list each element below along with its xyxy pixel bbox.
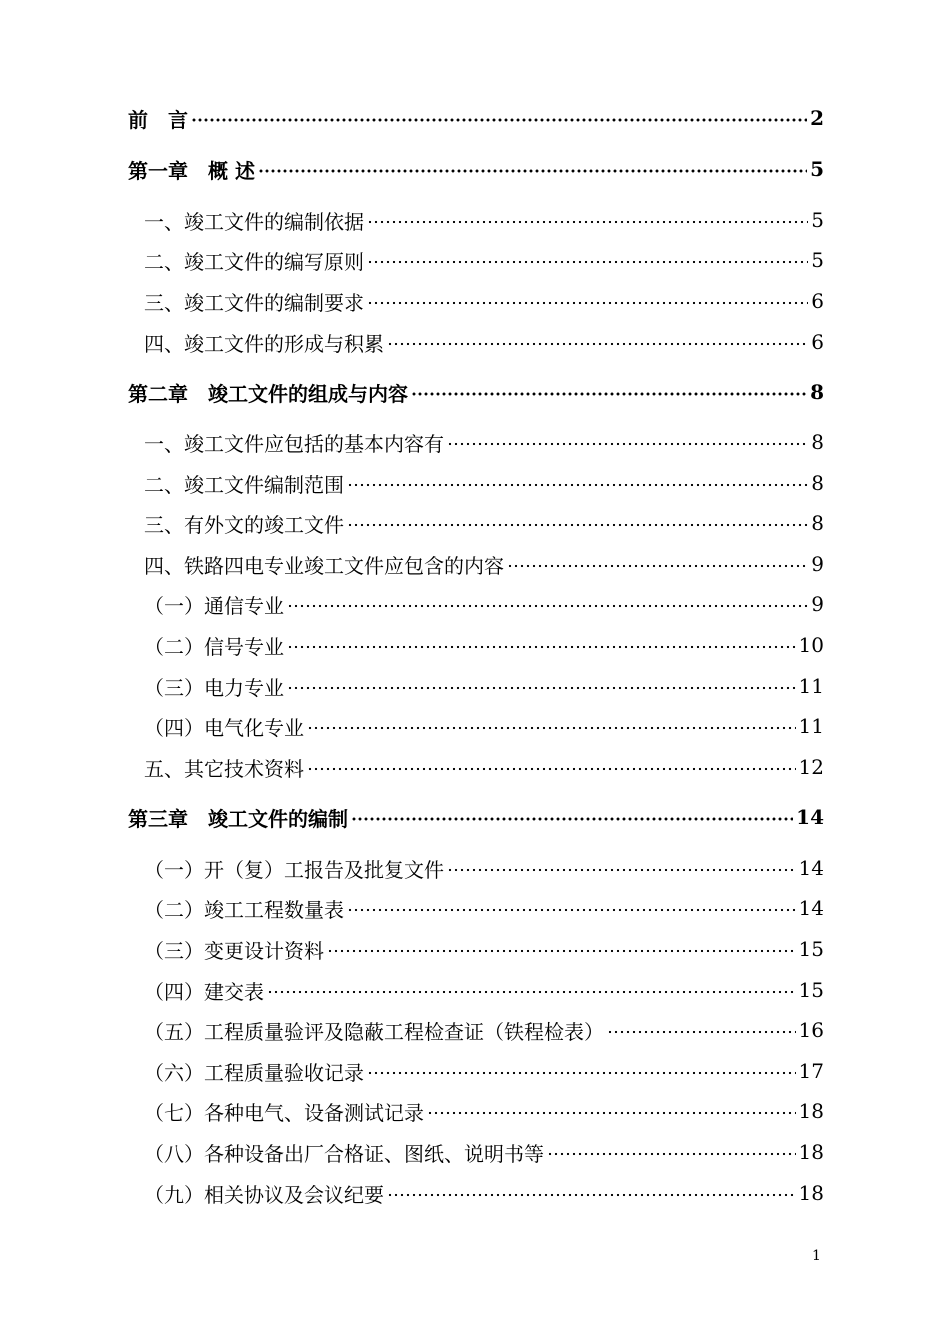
toc-entry-page: 15 (798, 978, 824, 1002)
toc-entry-page: 8 (811, 511, 824, 535)
toc-dot-leader (347, 473, 808, 493)
toc-entry[interactable] (144, 752, 824, 782)
toc-entry-page: 18 (798, 1099, 824, 1123)
toc-entry-title: 第一章 概 述 (128, 158, 255, 183)
toc-entry[interactable] (128, 103, 824, 133)
toc-entry-title: （四）电气化专业 (144, 715, 304, 740)
toc-entry[interactable] (144, 549, 824, 579)
toc-entry-page: 14 (798, 896, 824, 920)
toc-dot-leader (507, 554, 808, 574)
toc-entry-title: （六）工程质量验收记录 (144, 1060, 364, 1085)
toc-entry[interactable] (144, 893, 824, 923)
toc-entry[interactable] (144, 853, 824, 883)
toc-entry[interactable] (144, 934, 824, 964)
toc-entry-page: 12 (798, 755, 824, 779)
page-number: 1 (812, 1248, 821, 1264)
toc-entry-title: （七）各种电气、设备测试记录 (144, 1100, 424, 1125)
toc-entry-title: （三）变更设计资料 (144, 938, 324, 963)
toc-entry-page: 2 (810, 106, 824, 130)
toc-entry[interactable] (128, 802, 824, 832)
toc-dot-leader (547, 1142, 796, 1162)
toc-entry[interactable] (144, 508, 824, 538)
toc-entry-page: 17 (798, 1059, 824, 1083)
toc-entry[interactable] (144, 1096, 824, 1126)
toc-dot-leader (287, 635, 796, 655)
toc-dot-leader (447, 858, 796, 878)
toc-entry-page: 15 (798, 937, 824, 961)
toc-dot-leader (607, 1020, 796, 1040)
toc-entry[interactable] (128, 377, 824, 407)
toc-dot-leader (411, 382, 807, 402)
toc-entry-title: 三、有外文的竣工文件 (144, 512, 344, 537)
toc-entry-page: 18 (798, 1140, 824, 1164)
toc-entry[interactable] (144, 245, 824, 275)
toc-dot-leader (258, 159, 807, 179)
toc-entry-page: 8 (810, 380, 824, 404)
toc-dot-leader (387, 332, 808, 352)
toc-entry-page: 6 (811, 330, 824, 354)
toc-entry-title: （九）相关协议及会议纪要 (144, 1182, 384, 1207)
toc-dot-leader (347, 513, 808, 533)
toc-entry-page: 14 (798, 856, 824, 880)
toc-dot-leader (347, 898, 796, 918)
toc-entry-title: 五、其它技术资料 (144, 756, 304, 781)
toc-entry[interactable] (144, 1137, 824, 1167)
toc-entry-page: 14 (796, 805, 824, 829)
toc-dot-leader (447, 432, 808, 452)
toc-entry-title: 一、竣工文件应包括的基本内容有 (144, 431, 444, 456)
toc-entry[interactable] (144, 286, 824, 316)
toc-entry[interactable] (144, 671, 824, 701)
toc-entry-title: 四、铁路四电专业竣工文件应包含的内容 (144, 553, 504, 578)
toc-entry-page: 9 (811, 552, 824, 576)
toc-entry[interactable] (144, 1178, 824, 1208)
toc-entry-page: 5 (811, 248, 824, 272)
toc-dot-leader (367, 1061, 796, 1081)
toc-entry-title: 第三章 竣工文件的编制 (128, 806, 348, 831)
toc-entry-page: 10 (798, 633, 824, 657)
toc-dot-leader (351, 807, 793, 827)
toc-entry-page: 5 (811, 208, 824, 232)
toc-entry-page: 9 (811, 592, 824, 616)
toc-entry-title: （一）通信专业 (144, 593, 284, 618)
toc-entry-title: 二、竣工文件的编写原则 (144, 249, 364, 274)
toc-entry-title: 三、竣工文件的编制要求 (144, 290, 364, 315)
toc-dot-leader (307, 757, 796, 777)
toc-dot-leader (327, 939, 796, 959)
toc-entry[interactable] (144, 205, 824, 235)
toc-dot-leader (191, 108, 807, 128)
toc-entry-title: （二）竣工工程数量表 (144, 897, 344, 922)
toc-dot-leader (287, 676, 796, 696)
toc-dot-leader (367, 250, 808, 270)
toc-dot-leader (387, 1183, 796, 1203)
toc-entry-title: （二）信号专业 (144, 634, 284, 659)
toc-entry-page: 11 (798, 714, 824, 738)
toc-entry[interactable] (128, 154, 824, 184)
toc-entry-page: 5 (810, 157, 824, 181)
toc-entry[interactable] (144, 589, 824, 619)
toc-dot-leader (427, 1101, 796, 1121)
toc-dot-leader (367, 210, 808, 230)
toc-entry[interactable] (144, 630, 824, 660)
toc-entry[interactable] (144, 975, 824, 1005)
toc-entry-title: （三）电力专业 (144, 675, 284, 700)
toc-entry[interactable] (144, 427, 824, 457)
toc-entry[interactable] (144, 711, 824, 741)
toc-entry-page: 11 (798, 674, 824, 698)
toc-entry[interactable] (144, 1015, 824, 1045)
toc-entry-page: 8 (811, 430, 824, 454)
toc-entry-title: 第二章 竣工文件的组成与内容 (128, 381, 408, 406)
toc-entry-title: （四）建交表 (144, 979, 264, 1004)
toc-entry-page: 18 (798, 1181, 824, 1205)
toc-entry-title: （五）工程质量验评及隐蔽工程检查证（铁程检表） (144, 1019, 604, 1044)
toc-entry-title: 一、竣工文件的编制依据 (144, 209, 364, 234)
toc-entry-page: 16 (798, 1018, 824, 1042)
toc-dot-leader (287, 594, 808, 614)
toc-dot-leader (267, 980, 796, 1000)
toc-entry[interactable] (144, 468, 824, 498)
toc-entry-title: 前 言 (128, 107, 188, 132)
toc-entry-title: （八）各种设备出厂合格证、图纸、说明书等 (144, 1141, 544, 1166)
toc-dot-leader (307, 716, 796, 736)
toc-entry[interactable] (144, 1056, 824, 1086)
toc-entry-page: 6 (811, 289, 824, 313)
toc-entry-title: 四、竣工文件的形成与积累 (144, 331, 384, 356)
toc-entry-title: （一）开（复）工报告及批复文件 (144, 857, 444, 882)
toc-entry[interactable] (144, 327, 824, 357)
toc-dot-leader (367, 291, 808, 311)
toc-entry-page: 8 (811, 471, 824, 495)
toc-entry-title: 二、竣工文件编制范围 (144, 472, 344, 497)
